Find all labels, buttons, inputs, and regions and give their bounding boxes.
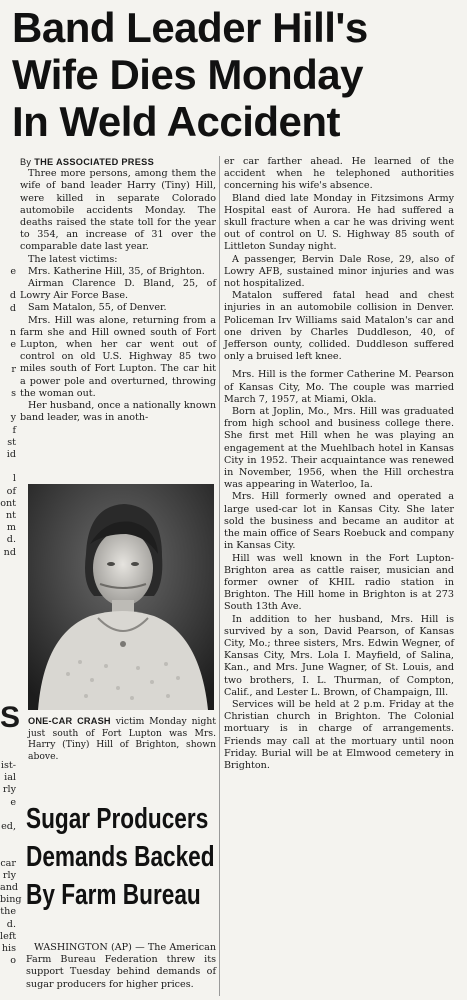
- fragment: his: [1, 943, 16, 955]
- fragment: e: [10, 796, 16, 808]
- photo-caption: [28, 716, 216, 762]
- headline-line: In Weld Accident: [12, 98, 341, 145]
- fragment: e: [10, 266, 16, 277]
- headline-line: Sugar Producers: [26, 803, 209, 835]
- paragraph: A passenger, Bervin Dale Rose, 29, also of Lowry AFB, sustained minor injuries and was not hospitalized.: [224, 253, 454, 290]
- adjacent-headline-fragment: S: [0, 701, 21, 734]
- fragment: r: [11, 363, 16, 375]
- paragraph: Born at Joplin, Mo., Mrs. Hill was graduated from high school and business college there. She first met Hill when he was playing an engagement at the Muehlbach hotel in Kansas City in 1952. Their acquaintance was renewed in November, 1956, when the Hill orchestra was appearing in Waterloo, Ia.: [224, 406, 454, 491]
- paragraph: Hill was well known in the Fort Lupton-Brighton area as cattle raiser, musician and former owner of KHIL radio station in Brighton. The Hill home in Brighton is at 273 South 13th Ave.: [224, 552, 454, 613]
- adjacent-column-fragments-lower: [0, 760, 22, 967]
- fragment: [0, 315, 16, 327]
- paragraph: Her husband, once a nationally known band leader, was in anoth-: [20, 400, 216, 424]
- fragment: and: [0, 882, 19, 894]
- fragment: ed,: [1, 821, 16, 833]
- caption-lead: ONE-CAR CRASH: [28, 716, 111, 726]
- secondary-headline: [26, 800, 215, 914]
- paragraph: Matalon suffered fatal head and chest injuries in an automobile collision in Denver. Policeman Irv Williams said Matalon's car and one driven by Charles Duddleson, 40, of Jefferson ounty, collided. Duddleson suffered only a bruised left knee.: [224, 290, 454, 363]
- fragment: l: [12, 473, 16, 485]
- fragment: s: [11, 388, 16, 400]
- fragment: ont: [0, 497, 16, 509]
- paragraph: Mrs. Hill is the former Catherine M. Pearson of Kansas City, Mo. The couple was married March 7, 1957, at Miami, Okla.: [224, 369, 454, 405]
- headline-line: Band Leader Hill's: [12, 4, 368, 51]
- fragment: [0, 833, 16, 845]
- woman-portrait-image: [28, 484, 214, 710]
- paragraph: Three more persons, among them the wife of band leader Harry (Tiny) Hill, were killed in separate Colorado automobile accidents Monday. The deaths raised the state toll for the year to 354, an increase of 31 over the comparable date last year.: [20, 168, 216, 253]
- paragraph: Bland died late Monday in Fitzsimons Army Hospital east of Aurora. He had suffered a skull fracture when a car he was driving went out of control on U. S. Highway 85 south of Littleton Sunday night.: [224, 192, 454, 253]
- column-rule: [219, 156, 220, 996]
- headline-line: Demands Backed: [26, 841, 215, 873]
- fragment: [0, 351, 16, 363]
- fragment: o: [10, 955, 16, 967]
- fragment: rly: [2, 784, 16, 796]
- paragraph: Mrs. Katherine Hill, 35, of Brighton.: [28, 265, 205, 277]
- fragment: e: [10, 339, 16, 351]
- fragment: bing: [0, 894, 22, 906]
- portrait-photo: [28, 484, 214, 710]
- paragraph: In addition to her husband, Mrs. Hill is survived by a son, David Pearson, of Kansas City, Mo.; three sisters, Mrs. Edwin Wegner, of Kansas City, Mrs. Lola I. Mayfield, of Salina, Kan., and Mrs. June Wagner, of St. Louis, and two brothers, I. L. Thurman, of Compton, Calif., and Lester L. Brown, of Champaign, Ill.: [224, 613, 454, 698]
- paragraph: Airman Clarence D. Bland, 25, of Lowry Air Force Base.: [20, 278, 216, 302]
- paragraph: The latest victims:: [28, 253, 118, 265]
- fragment: the: [0, 906, 16, 918]
- byline-prefix: By: [20, 157, 35, 167]
- fragment: ial: [4, 772, 16, 784]
- fragment: nt: [5, 510, 16, 522]
- fragment: id: [6, 449, 16, 461]
- fragment: st: [7, 436, 16, 448]
- body: The American Farm Bureau Federation threw its support Tuesday behind demands of sugar producers for higher prices.: [26, 942, 216, 990]
- adjacent-column-fragments: [0, 266, 16, 559]
- caption-text: victim Monday night just south of Fort Lupton was Mrs. Harry (Tiny) Hill of Brighton, shown above.: [28, 716, 216, 762]
- paragraph: Mrs. Hill was alone, returning from a farm she and Hill owned south of Fort Lupton, when her car went out of control on old U.S. Highway 85 two miles south of Fort Lupton. The car hit a power pole and overturned, throwing the woman out.: [20, 314, 216, 399]
- fragment: y: [10, 412, 16, 424]
- fragment: d: [9, 302, 16, 314]
- fragment: [0, 809, 16, 821]
- fragment: car: [0, 857, 16, 869]
- fragment: left: [0, 930, 17, 942]
- dateline: WASHINGTON (AP) —: [34, 942, 148, 953]
- secondary-article: [26, 942, 216, 1000]
- paragraph: Services will be held at 2 p.m. Friday at the Christian church in Brighton. The Colonial mortuary is in charge of arrangements. Friends may call at the mortuary until noon Friday. Burial will be at Elmwood cemetery in Brighton.: [224, 698, 454, 771]
- byline-agency: THE ASSOCIATED PRESS: [34, 157, 155, 167]
- fragment: [0, 376, 16, 388]
- fragment: d: [9, 290, 16, 302]
- fragment: nd: [3, 546, 16, 558]
- fragment: [0, 278, 16, 290]
- fragment: d.: [6, 918, 16, 930]
- headline-line: Wife Dies Monday: [12, 51, 364, 98]
- paragraph: er car farther ahead. He learned of the accident when he telephoned authorities concerning his wife's absence.: [224, 156, 454, 192]
- article-column-2: [224, 156, 454, 996]
- fragment: [0, 461, 16, 473]
- fragment: m: [6, 522, 16, 534]
- fragment: f: [12, 424, 16, 436]
- fragment: [0, 845, 16, 857]
- paragraph: Sam Matalon, 55, of Denver.: [28, 302, 167, 314]
- main-headline: [12, 4, 464, 145]
- fragment: n: [9, 327, 16, 339]
- fragment: of: [6, 485, 16, 497]
- fragment: rly: [2, 869, 16, 881]
- fragment: [0, 400, 16, 412]
- headline-line: By Farm Bureau: [26, 879, 201, 911]
- paragraph: [26, 942, 216, 991]
- fragment: ist-: [0, 760, 16, 771]
- article-column-1: [20, 156, 216, 482]
- byline: [20, 156, 216, 168]
- paragraph: Mrs. Hill formerly owned and operated a large used-car lot in Kansas City. She later sold the business and became an auditor at the main office of Sears Roebuck and company in Kansas City.: [224, 491, 454, 552]
- fragment: d.: [6, 534, 16, 546]
